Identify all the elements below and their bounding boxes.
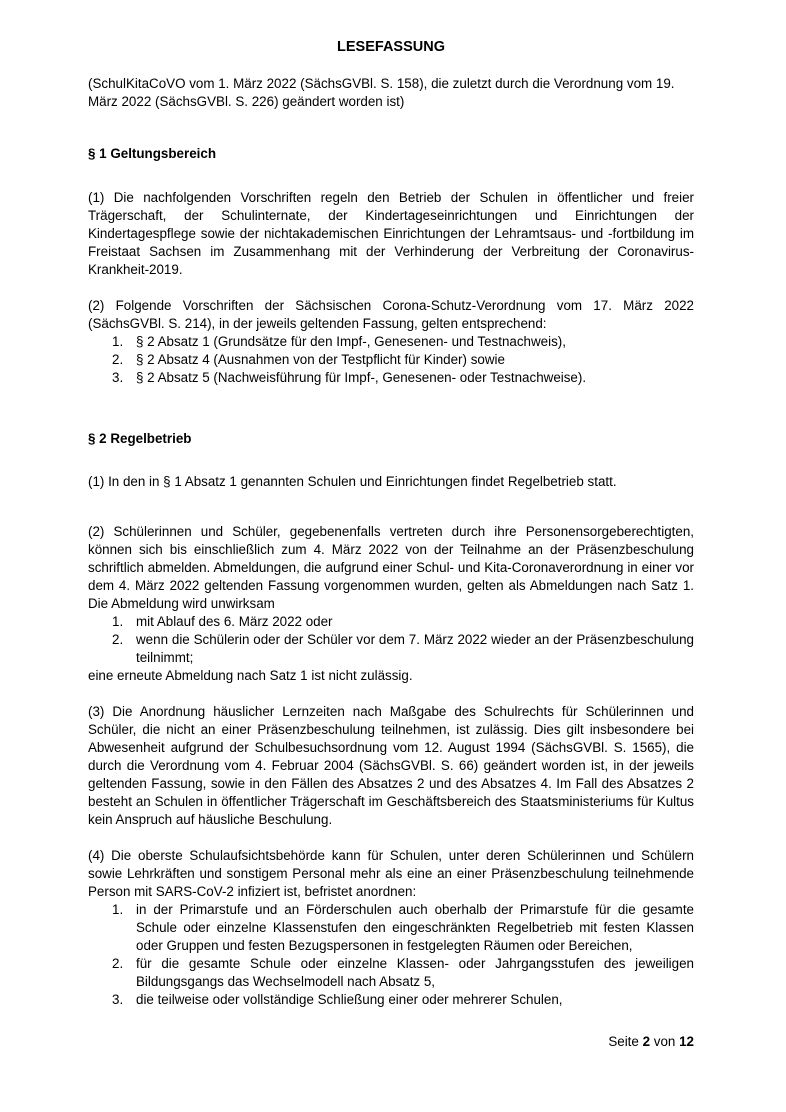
page-separator: von <box>653 1034 676 1049</box>
page-total: 12 <box>679 1034 694 1049</box>
section-2-paragraph-1: (1) In den in § 1 Absatz 1 genannten Schulen und Einrichtungen findet Regelbetrieb statt. <box>88 474 617 489</box>
section-1-paragraph-1: (1) Die nachfolgenden Vorschriften regeln den Betrieb der Schulen in öffentlicher und freier Trägerschaft, der Schulinternate, der Kindertageseinrichtungen und Einrichtungen der Kindertagespflege sowie der nichtakademischen Einrichtungen der Lehramtsaus- und -fortbildung im Freistaat Sachsen im Zusammenhang mit der Verhinderung der Verbreitung der Coronavirus-Krankheit-2019. <box>88 190 694 277</box>
section-1-paragraph-2: (2) Folgende Vorschriften der Sächsischen Corona-Schutz-Verordnung vom 17. März 2022 (SächsGVBl. S. 214), in der jeweils geltenden Fassung, gelten entsprechend: <box>88 298 694 331</box>
page-footer <box>608 1033 694 1051</box>
list-item: 3. die teilweise oder vollständige Schließung einer oder mehrerer Schulen, <box>112 992 563 1007</box>
document-page <box>88 38 694 1009</box>
list-item: 3. § 2 Absatz 5 (Nachweisführung für Impf-, Genesenen- oder Testnachweise). <box>112 370 587 385</box>
list-item: 1. § 2 Absatz 1 (Grundsätze für den Impf-, Genesenen- und Testnachweis), <box>112 334 566 349</box>
page-number: 2 <box>642 1034 651 1049</box>
page-label: Seite <box>608 1034 639 1049</box>
section-1-list <box>88 333 694 387</box>
section-2-list-a <box>88 613 694 667</box>
list-item: 1. mit Ablauf des 6. März 2022 oder <box>112 614 333 629</box>
section-2-paragraph-2-tail: eine erneute Abmeldung nach Satz 1 ist nicht zulässig. <box>88 668 413 683</box>
intro-text: (SchulKitaCoVO vom 1. März 2022 (SächsGVBl. S. 158), die zuletzt durch die Verordnung vom 19. März 2022 (SächsGVBl. S. 226) geändert worden ist) <box>88 76 675 109</box>
document-title: LESEFASSUNG <box>337 39 445 55</box>
section-2-list-b <box>88 901 694 1009</box>
list-item: 1. in der Primarstufe und an Förderschulen auch oberhalb der Primarstufe für die gesamte Schule oder einzelne Klassenstufen den eingeschränkten Regelbetrieb mit festen Klassen oder Gruppen und festen Bezugspersonen in festgelegten Räumen oder Bereichen, <box>112 902 694 953</box>
section-2-paragraph-4: (4) Die oberste Schulaufsichtsbehörde kann für Schulen, unter deren Schülerinnen und Schülern sowie Lehrkräften und sonstigem Personal mehr als eine an einer Präsenzbeschulung teilnehmende Person mit SARS-CoV-2 infiziert ist, befristet anordnen: <box>88 848 694 899</box>
section-2-paragraph-2: (2) Schülerinnen und Schüler, gegebenenfalls vertreten durch ihre Personensorgeberechtigten, können sich bis einschließlich zum 4. März 2022 von der Teilnahme an der Präsenzbeschulung schriftlich abmelden. Abmeldungen, die aufgrund einer Schul- und Kita-Coronaverordnung in einer vor dem 4. März 2022 geltenden Fassung vorgenommen wurden, gelten als Abmeldungen nach Satz 1. Die Abmeldung wird unwirksam <box>88 524 694 611</box>
section-2-paragraph-3: (3) Die Anordnung häuslicher Lernzeiten nach Maßgabe des Schulrechts für Schülerinnen und Schüler, die nicht an einer Präsenzbeschulung teilnehmen, ist zulässig. Dies gilt insbesondere bei Abwesenheit aufgrund der Schulbesuchsordnung vom 12. August 1994 (SächsGVBl. S. 1565), die durch die Verordnung vom 4. Februar 2004 (SächsGVBl. S. 66) geändert worden ist, in der jeweils geltenden Fassung, sowie in den Fällen des Absatzes 2 und des Absatzes 4. Im Fall des Absatzes 2 besteht an Schulen in öffentlicher Trägerschaft im Geschäftsbereich des Staatsministeriums für Kultus kein Anspruch auf häusliche Beschulung. <box>88 704 694 827</box>
section-1-heading: § 1 Geltungsbereich <box>88 146 216 161</box>
list-item: 2. für die gesamte Schule oder einzelne Klassen- oder Jahrgangsstufen des jeweiligen Bildungsgangs das Wechselmodell nach Absatz 5, <box>112 956 694 989</box>
list-item: 2. wenn die Schülerin oder der Schüler vor dem 7. März 2022 wieder an der Präsenzbeschulung teilnimmt; <box>112 632 694 665</box>
section-2-heading: § 2 Regelbetrieb <box>88 431 192 446</box>
list-item: 2. § 2 Absatz 4 (Ausnahmen von der Testpflicht für Kinder) sowie <box>112 352 505 367</box>
